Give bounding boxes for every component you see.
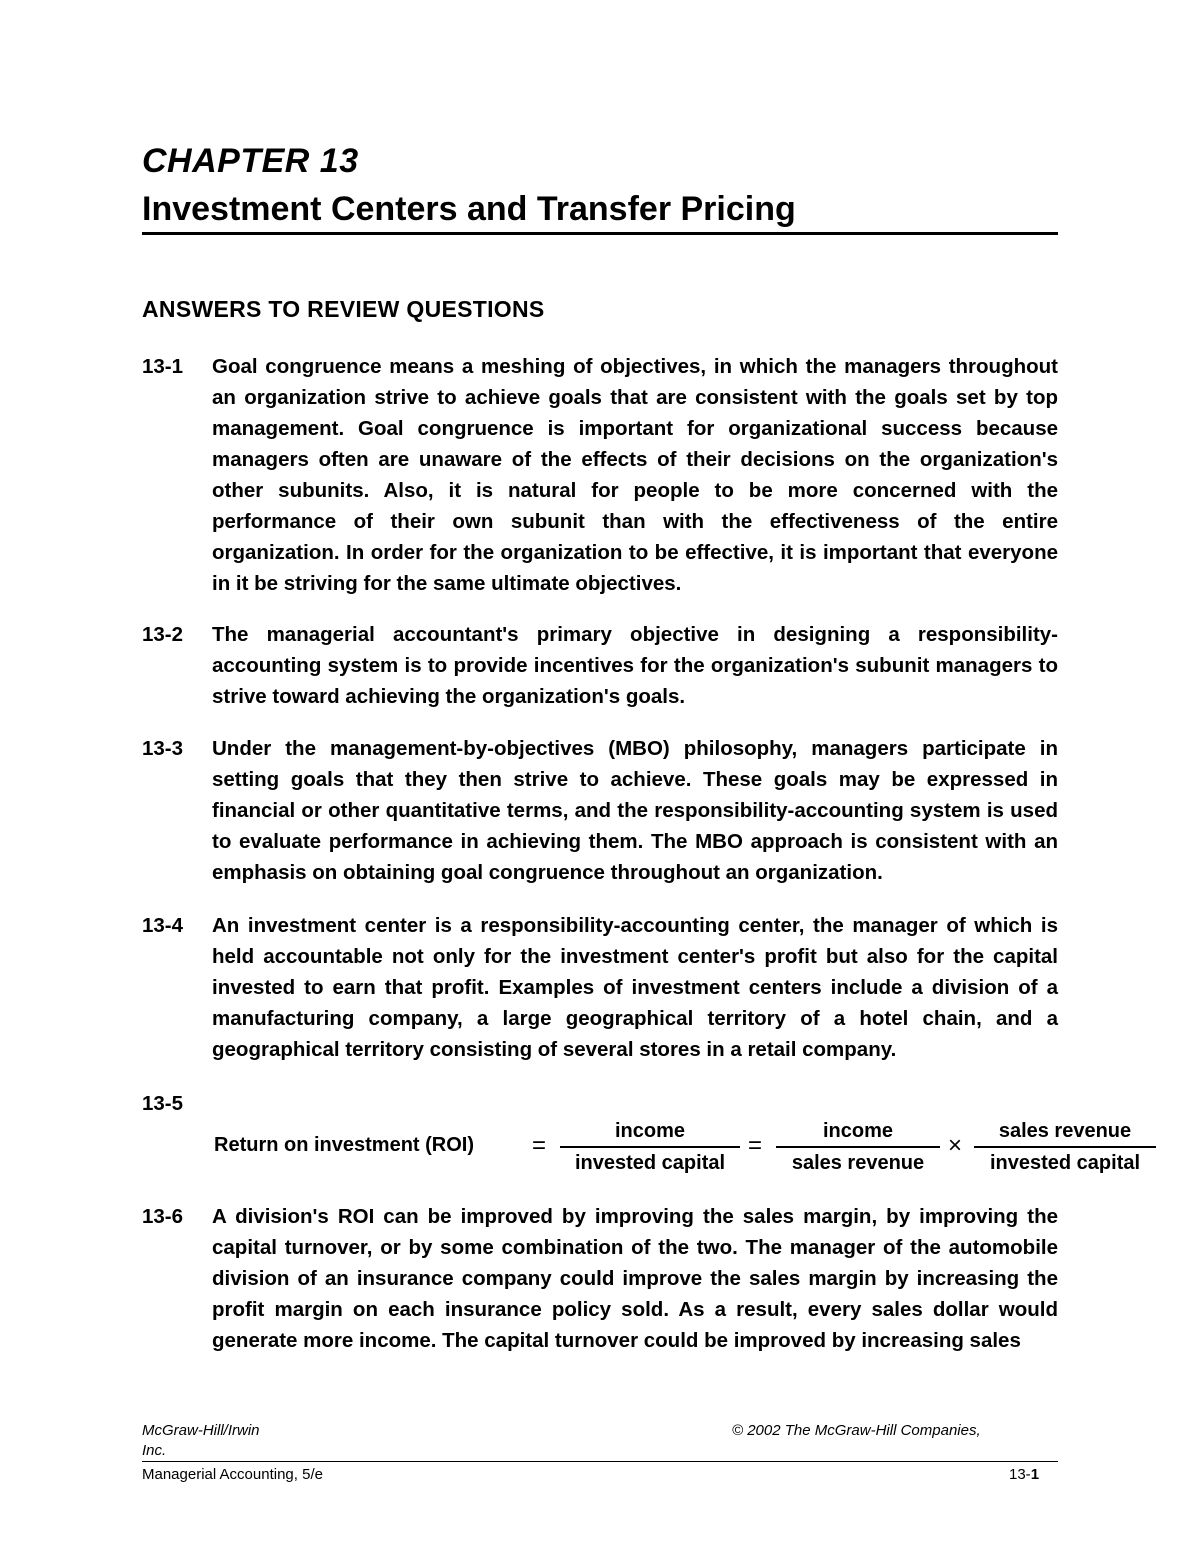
equals-sign: = xyxy=(532,1132,547,1159)
footer-divider xyxy=(142,1461,1058,1462)
fraction-numerator: sales revenue xyxy=(998,1120,1132,1142)
footer-page-number xyxy=(1009,1466,1039,1483)
answer-number: 13-1 xyxy=(142,355,184,378)
fraction-denominator: invested capital xyxy=(574,1152,726,1174)
page-number-value: 1 xyxy=(1030,1466,1040,1483)
title-divider xyxy=(142,232,1058,235)
answer-text: A division's ROI can be improved by improving the sales margin, by improving the capital turnover, or by some combination of the two. The manager of the automobile division of an insurance company could improve the sales margin by increasing the profit margin on each insurance policy sold. As a result, every sales dollar would generate more income. The capital turnover could be improved by increasing sales xyxy=(212,1205,1058,1352)
answer-text: Goal congruence means a meshing of objectives, in which the managers throughout an organization strive to achieve goals that are consistent with the goals set by top management. Goal congruence is important for organizational success because managers often are unaware of the effects of their decisions on the organization's other subunits. Also, it is natural for people to be more concerned with the performance of their own subunit than with the effectiveness of the entire organization. In order for the organization to be effective, it is important that everyone in it be striving for the same ultimate objectives. xyxy=(212,355,1058,595)
answer-13-2 xyxy=(142,619,1058,712)
fraction-income-over-invested-capital xyxy=(560,1118,740,1176)
footer-copyright: © 2002 The McGraw-Hill Companies, xyxy=(732,1422,981,1439)
fraction-numerator: income xyxy=(614,1120,686,1142)
answer-number: 13-4 xyxy=(142,914,184,937)
chapter-title: Investment Centers and Transfer Pricing xyxy=(142,190,796,228)
answer-number: 13-3 xyxy=(142,737,184,760)
answer-13-1 xyxy=(142,351,1058,599)
answer-13-6 xyxy=(142,1201,1058,1356)
footer-book-title: Managerial Accounting, 5/e xyxy=(142,1466,323,1483)
answer-number: 13-2 xyxy=(142,623,184,646)
fraction-income-over-sales-revenue xyxy=(776,1118,940,1176)
formula-label: Return on investment (ROI) xyxy=(214,1134,475,1156)
fraction-numerator: income xyxy=(822,1120,894,1142)
answer-13-4 xyxy=(142,910,1058,1065)
chapter-label: CHAPTER 13 xyxy=(142,142,359,180)
section-heading: ANSWERS TO REVIEW QUESTIONS xyxy=(142,296,545,322)
answer-number: 13-6 xyxy=(142,1205,184,1228)
page-number-prefix: 13- xyxy=(1009,1466,1031,1483)
answer-text: Under the management-by-objectives (MBO) philosophy, managers participate in setting goals that they then strive to achieve. These goals may be expressed in financial or other quantitative terms, and the responsibility-accounting system is used to evaluate performance in achieving them. The MBO approach is consistent with an emphasis on obtaining goal congruence throughout an organization. xyxy=(212,737,1058,884)
answer-number: 13-5 xyxy=(142,1092,184,1115)
answer-text: An investment center is a responsibility-accounting center, the manager of which is held accountable not only for the investment center's profit but also for the capital invested to earn that profit. Examples of investment centers include a division of a manufacturing company, a large geographical territory of a hotel chain, and a geographical territory consisting of several stores in a retail company. xyxy=(212,914,1058,1061)
fraction-denominator: sales revenue xyxy=(791,1152,925,1174)
footer-publisher-continued: Inc. xyxy=(142,1442,167,1459)
equals-sign: = xyxy=(748,1132,763,1159)
answer-13-3 xyxy=(142,733,1058,888)
footer-publisher: McGraw-Hill/Irwin xyxy=(142,1422,260,1439)
fraction-denominator: invested capital xyxy=(989,1152,1141,1174)
roi-formula xyxy=(214,1118,1174,1180)
answer-text: The managerial accountant's primary objective in designing a responsibility-accounting system is to provide incentives for the organization's subunit managers to strive toward achieving the organization's goals. xyxy=(212,623,1058,708)
multiply-sign: × xyxy=(948,1132,963,1159)
fraction-sales-revenue-over-invested-capital xyxy=(974,1118,1156,1176)
